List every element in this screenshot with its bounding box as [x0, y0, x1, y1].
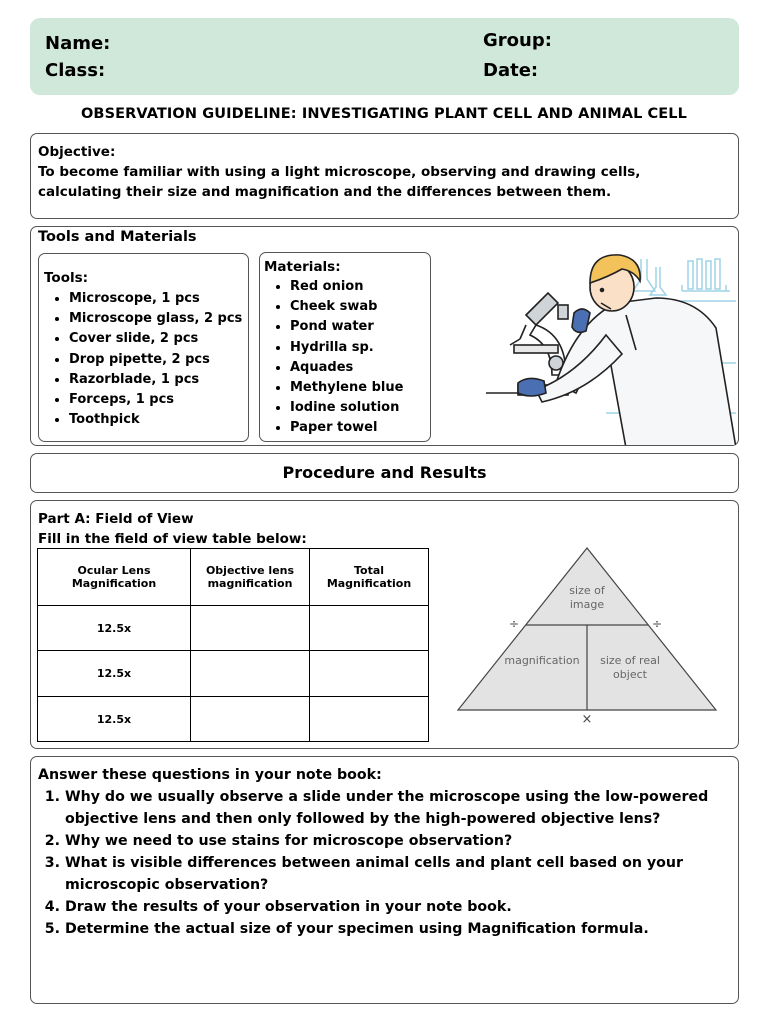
- questions-heading: Answer these questions in your note book:: [38, 767, 382, 783]
- column-header-objective: Objective lens magnification: [191, 549, 310, 606]
- objective-section: [30, 133, 739, 219]
- tool-list-item: • Drop pipette, 2 pcs: [69, 350, 279, 370]
- divide-symbol-left: ÷: [508, 617, 520, 631]
- material-list-item: • Hydrilla sp.: [290, 338, 462, 358]
- material-list-item: • Iodine solution: [290, 398, 462, 418]
- tool-list-item: • Forceps, 1 pcs: [69, 390, 279, 410]
- triangle-left-label: magnification: [504, 654, 580, 667]
- tools-materials-heading: Tools and Materials: [38, 229, 197, 245]
- tool-list-item: • Razorblade, 1 pcs: [69, 370, 279, 390]
- question-item: 2. Why we need to use stains for microscope observation?: [65, 830, 755, 852]
- question-item: 5. Determine the actual size of your specimen using Magnification formula.: [65, 918, 755, 940]
- table-cell-input[interactable]: [191, 606, 310, 651]
- tools-box: [38, 253, 249, 442]
- triangle-top-label-2: image: [569, 598, 605, 611]
- student-info-header: [30, 18, 739, 95]
- table-row: [38, 606, 429, 651]
- material-list-item: • Red onion: [290, 277, 462, 297]
- questions-list: [37, 786, 755, 940]
- material-list-item: • Aquades: [290, 358, 462, 378]
- table-cell-input[interactable]: [191, 651, 310, 697]
- triangle-top-label-1: size of: [569, 584, 605, 597]
- question-item: 1. Why do we usually observe a slide under the microscope using the low-powered objective lens and then only followed by the high-powered objective lens?: [65, 786, 755, 830]
- material-list-item: • Methylene blue: [290, 378, 462, 398]
- objective-heading: Objective:: [38, 144, 116, 160]
- table-row: [38, 697, 429, 742]
- material-list-item: • Pond water: [290, 317, 462, 337]
- material-list-item: • Paper towel: [290, 418, 462, 438]
- magnification-triangle-diagram: [450, 540, 725, 730]
- triangle-right-label-2: object: [613, 668, 647, 681]
- table-cell-input[interactable]: [191, 697, 310, 742]
- name-label: Name:: [45, 33, 111, 54]
- question-item: 4. Draw the results of your observation in your note book.: [65, 896, 755, 918]
- tool-list-item: • Toothpick: [69, 410, 279, 430]
- table-cell-input[interactable]: [310, 697, 429, 742]
- column-header-total: Total Magnification: [310, 549, 429, 606]
- group-label: Group:: [483, 30, 552, 51]
- tools-heading: Tools:: [44, 270, 89, 286]
- material-list-item: • Cheek swab: [290, 297, 462, 317]
- question-item: 3. What is visible differences between animal cells and plant cell based on your microscopic observation?: [65, 852, 755, 896]
- scientist-microscope-icon: [456, 245, 736, 445]
- multiply-symbol: ×: [581, 712, 593, 727]
- class-label: Class:: [45, 60, 106, 81]
- table-cell: 12.5x: [38, 697, 191, 742]
- part-a-heading: Part A: Field of View: [38, 511, 194, 527]
- materials-heading: Materials:: [264, 259, 341, 275]
- divide-symbol-right: ÷: [651, 617, 663, 631]
- materials-box: [259, 252, 431, 442]
- objective-text: To become familiar with using a light microscope, observing and drawing cells, calculating their size and magnification and the differences between them.: [38, 164, 641, 200]
- table-cell-input[interactable]: [310, 651, 429, 697]
- table-cell: 12.5x: [38, 606, 191, 651]
- table-row: [38, 651, 429, 697]
- procedure-heading: Procedure and Results: [30, 453, 739, 493]
- tools-list: [39, 289, 279, 430]
- column-header-ocular: Ocular Lens Magnification: [38, 549, 191, 606]
- materials-list: [260, 277, 462, 439]
- tool-list-item: • Microscope glass, 2 pcs: [69, 309, 279, 329]
- field-of-view-table: [37, 548, 429, 742]
- tools-materials-section: [30, 226, 739, 446]
- tool-list-item: • Cover slide, 2 pcs: [69, 329, 279, 349]
- part-a-instruction: Fill in the field of view table below:: [38, 531, 307, 547]
- table-cell: 12.5x: [38, 651, 191, 697]
- triangle-right-label-1: size of real: [600, 654, 660, 667]
- page-title: OBSERVATION GUIDELINE: INVESTIGATING PLANT CELL AND ANIMAL CELL: [80, 106, 687, 122]
- questions-section: [30, 756, 739, 1004]
- table-cell-input[interactable]: [310, 606, 429, 651]
- tool-list-item: • Microscope, 1 pcs: [69, 289, 279, 309]
- date-label: Date:: [483, 60, 539, 81]
